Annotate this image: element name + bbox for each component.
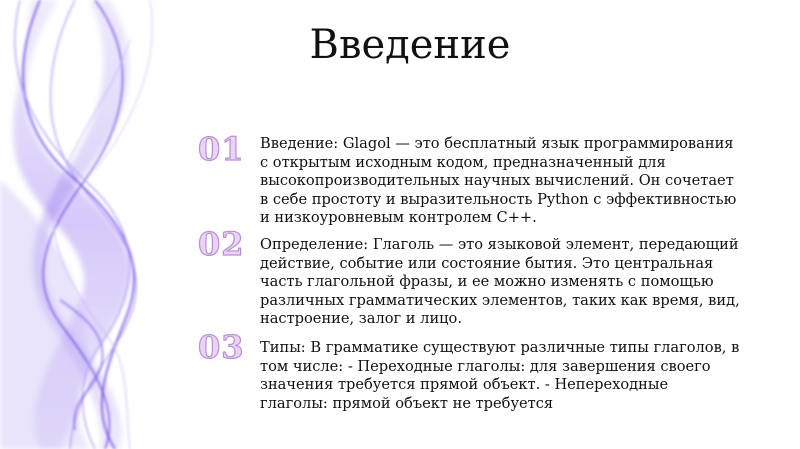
- item-text: Введение: Glagol — это бесплатный язык программирования с открытым исходным кодом, предназначенный для высокопроизводительных научных вычислений. Он сочетает в себе простоту и выразительность Python с эффективностью и низкоуровневым контролем C++.: [260, 135, 737, 226]
- item-number: 03: [198, 328, 245, 366]
- item-number: 01: [198, 130, 245, 168]
- slide-title: Введение: [309, 22, 511, 68]
- item-text: Определение: Глаголь — это языковой элемент, передающий действие, событие или состояние бытия. Это центральная часть глагольной фразы, и ее можно изменять с помощью различных грамматических элементов, таких как время, вид, настроение, залог и лицо.: [260, 236, 740, 327]
- item-text: Типы: В грамматике существуют различные типы глаголов, в том числе: - Переходные глаголы: для завершения своего значения требуется прямой объект. - Непереходные глаголы: прямой объект не требуется: [260, 339, 740, 412]
- item-number: 02: [198, 225, 245, 263]
